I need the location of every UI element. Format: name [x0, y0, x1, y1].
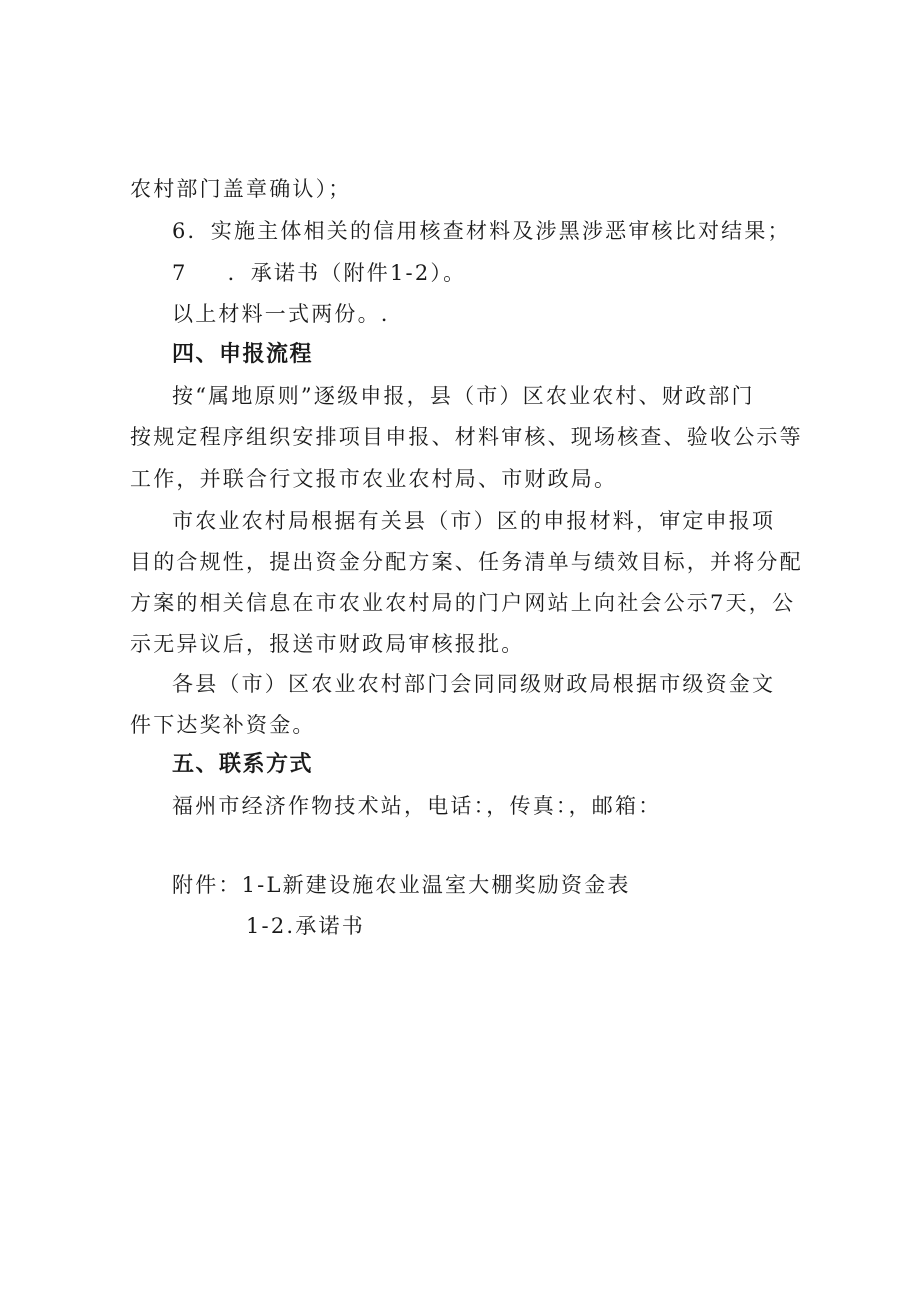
- contact-info: 福州市经济作物技术站，电话：，传真：，邮箱：: [172, 794, 662, 818]
- attachment-line-1: 附件：1-L新建设施农业温室大棚奖励资金表: [172, 873, 631, 897]
- paragraph-process-line-2: 按规定程序组织安排项目申报、材料审核、现场核查、验收公示等: [130, 425, 803, 449]
- paragraph-review-line-1: 市农业农村局根据有关县（市）区的申报材料，审定申报项: [172, 509, 776, 533]
- paragraph-review-line-4: 示无异议后，报送市财政局审核报批。: [130, 632, 525, 656]
- paragraph-funds-line-1: 各县（市）区农业农村部门会同同级财政局根据市级资金文: [172, 672, 776, 696]
- paragraph-review-line-3: 方案的相关信息在市农业农村局的门户网站上向社会公示7天，公: [130, 591, 796, 615]
- paragraph-process-line-3: 工作，并联合行文报市农业农村局、市财政局。: [130, 467, 618, 491]
- paragraph-review-line-2: 目的合规性，提出资金分配方案、任务清单与绩效目标，并将分配: [130, 550, 803, 574]
- list-item-6: 6．实施主体相关的信用核查材料及涉黑涉恶审核比对结果；: [172, 219, 791, 243]
- text-line-materials-end: 农村部门盖章确认）；: [130, 177, 352, 201]
- attachment-line-2: 1-2.承诺书: [246, 914, 365, 938]
- text-line-copies: 以上材料一式两份。.: [172, 302, 390, 326]
- section-heading-application-process: 四、申报流程: [172, 342, 314, 367]
- paragraph-process-line-1: 按“属地原则”逐级申报，县（市）区农业农村、财政部门: [172, 384, 755, 408]
- list-item-7-number: 7: [172, 261, 188, 285]
- list-item-7-text: ．承诺书（附件1-2）。: [227, 261, 467, 285]
- list-item-7: [172, 258, 466, 288]
- paragraph-funds-line-2: 件下达奖补资金。: [130, 713, 316, 737]
- section-heading-contact: 五、联系方式: [172, 752, 314, 777]
